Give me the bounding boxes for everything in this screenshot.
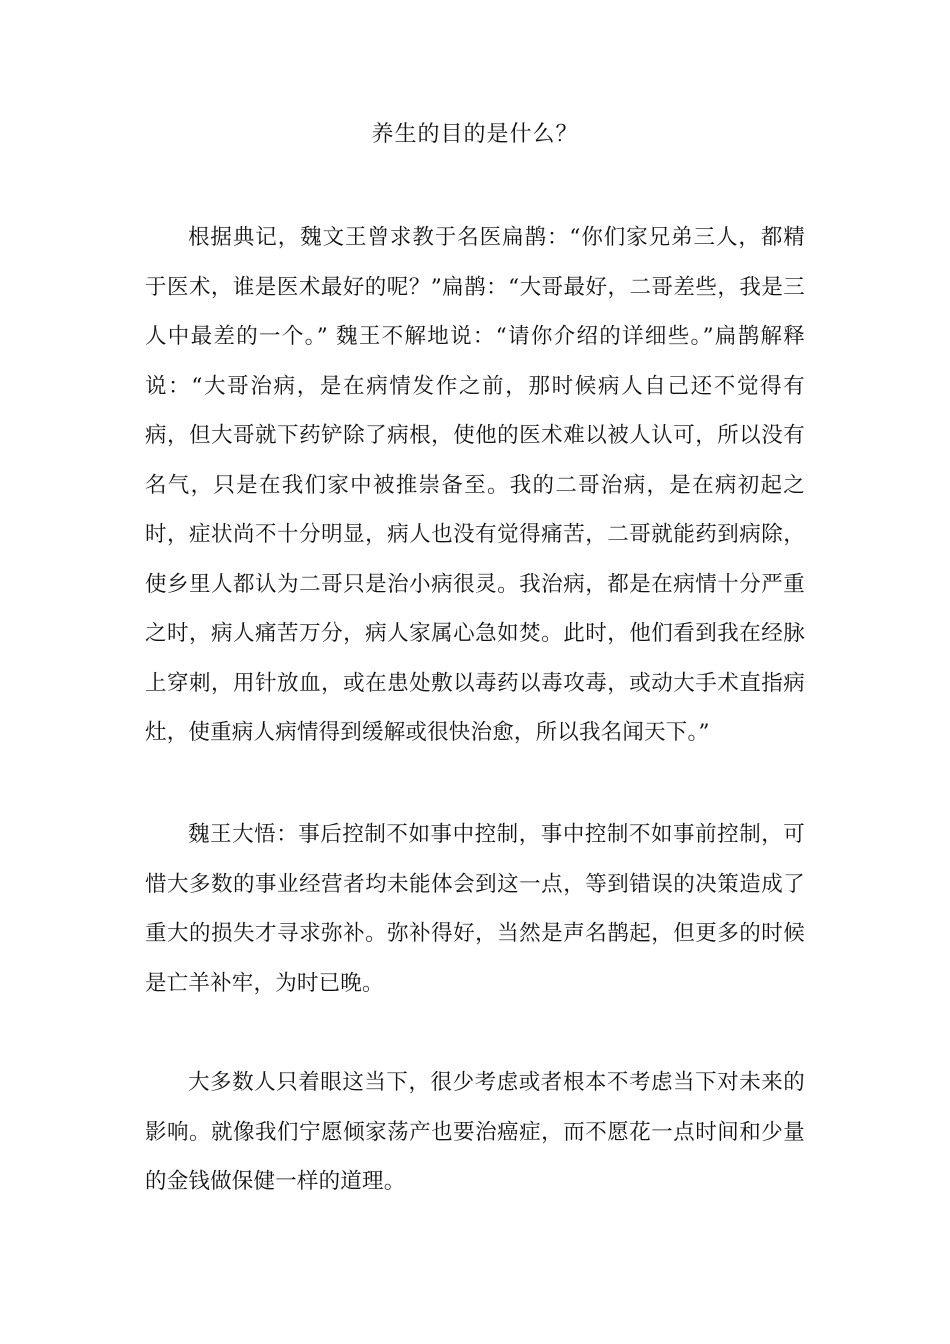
paragraph-1: 根据典记，魏文王曾求教于名医扁鹊：“你们家兄弟三人，都精于医术，谁是医术最好的呢？”扁鹊：“大哥最好，二哥差些，我是三人中最差的一个。” 魏王不解地说：“请你介绍的详细些。”扁鹊解释说：“大哥治病，是在病情发作之前，那时候病人自己还不觉得有病，但大哥就下药铲除了病根，使他的医术难以被人认可，所以没有名气，只是在我们家中被推崇备至。我的二哥治病，是在病初起之时，症状尚不十分明显，病人也没有觉得痛苦，二哥就能药到病除，使乡里人都认为二哥只是治小病很灵。我治病，都是在病情十分严重之时，病人痛苦万分，病人家属心急如焚。此时，他们看到我在经脉上穿刺，用针放血，或在患处敷以毒药以毒攻毒，或动大手术直指病灶，使重病人病情得到缓解或很快治愈，所以我名闻天下。” (145, 225, 805, 745)
paragraph-2: 魏王大悟：事后控制不如事中控制，事中控制不如事前控制，可惜大多数的事业经营者均未能体会到这一点，等到错误的决策造成了重大的损失才寻求弥补。弥补得好，当然是声名鹊起，但更多的时候是亡羊补牢，为时已晚。 (145, 822, 805, 996)
document-title: 养生的目的是什么？ (371, 122, 579, 147)
paragraph-3: 大多数人只着眼这当下，很少考虑或者根本不考虑当下对未来的影响。就像我们宁愿倾家荡产也要治癌症，而不愿花一点时间和少量的金钱做保健一样的道理。 (145, 1070, 805, 1194)
